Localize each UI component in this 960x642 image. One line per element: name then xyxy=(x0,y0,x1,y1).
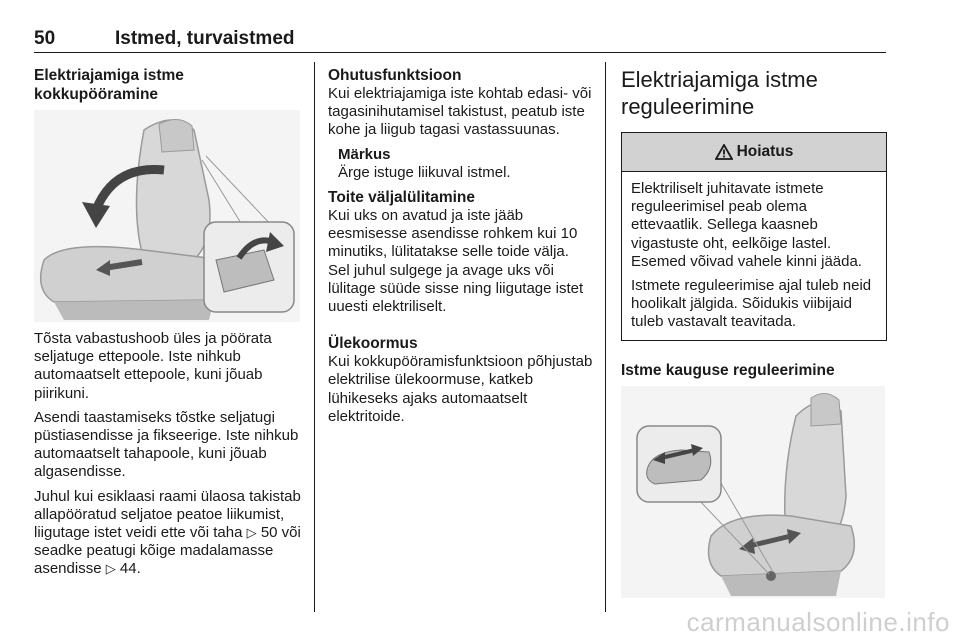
note-title: Märkus xyxy=(338,145,391,163)
warning-box xyxy=(621,132,887,341)
chapter-title: Istmed, turvaistmed xyxy=(115,28,295,49)
warning-triangle-icon xyxy=(715,144,733,160)
note-text: Ärge istuge liikuval istmel. xyxy=(338,163,511,181)
page-ref[interactable]: 44. xyxy=(119,560,141,578)
warning-header xyxy=(622,133,886,172)
section-heading-large: Elektriajamiga istme reguleerimine xyxy=(621,67,818,119)
warning-text: Elektriliselt juhitavate istmete reguleerimisel peab olema ettevaatlik. Sellega kaasneb vigastuste oht, eelkõige lastel. Esemed võivad vahele kinni jääda. xyxy=(631,180,862,270)
column-divider xyxy=(314,62,315,612)
page-ref-icon: ▷ xyxy=(246,525,257,541)
paragraph: Kui uks on avatud ja iste jääb eesmisesse asendisse rohkem kui 10 minutiks, lülitatakse selle toide välja. Sel juhul sulgege ja avage uks või lülitage süüde sisse ning liigutage istet uuesti elektriliselt. xyxy=(328,207,584,316)
watermark: carmanualsonline.info xyxy=(686,607,950,637)
section-heading: Istme kauguse reguleerimine xyxy=(621,361,835,379)
note-box xyxy=(328,146,594,182)
page-ref-icon: ▷ xyxy=(105,561,116,577)
seat-fold-illustration xyxy=(34,110,300,322)
column-right xyxy=(621,66,889,606)
paragraph: Kui elektriajamiga iste kohtab edasi- või tagasinihutamisel takistust, peatub iste kohe ja liigub tagasi vastassuunas. xyxy=(328,85,592,139)
section-heading: Elektriajamiga istme kokkupööramine xyxy=(34,67,184,103)
paragraph: Kui kokkupööramisfunktsioon põhjustab elektrilise ülekoormuse, katkeb lühikeseks ajaks automaatselt elektritoide. xyxy=(328,353,593,425)
column-middle xyxy=(328,66,594,426)
page-header xyxy=(34,26,886,53)
page-ref[interactable]: 50 xyxy=(260,524,278,542)
section-heading: Toite väljalülitamine xyxy=(328,189,476,207)
section-heading: Ülekoormus xyxy=(328,335,418,353)
paragraph: Asendi taastamiseks tõstke seljatugi püstiasendisse ja fikseerige. Iste nihkub automaatselt tahapoole, kuni jõuab algasendisse. xyxy=(34,408,299,481)
warning-title: Hoiatus xyxy=(736,143,794,160)
warning-text: Istmete reguleerimise ajal tuleb neid hoolikalt jälgida. Sõidukis viibijaid tuleb vastavalt teavitada. xyxy=(631,277,872,331)
paragraph: Juhul kui esiklaasi raami ülaosa takistab allapööratud seljatoe peatoe liikumist, liigutage istet veidi ette või taha ▷ 50 või seadke peatugi kõige madalamasse asendisse ▷ 44. xyxy=(34,487,301,578)
paragraph: Tõsta vabastushoob üles ja pöörata seljatuge ettepoole. Iste nihkub automaatselt ettepoole, kuni jõuab piirikuni. xyxy=(34,330,272,402)
seat-slide-illustration xyxy=(621,386,885,598)
column-divider xyxy=(605,62,606,612)
page-number: 50 xyxy=(34,28,56,49)
section-heading: Ohutusfunktsioon xyxy=(328,67,462,84)
column-left xyxy=(34,66,304,579)
